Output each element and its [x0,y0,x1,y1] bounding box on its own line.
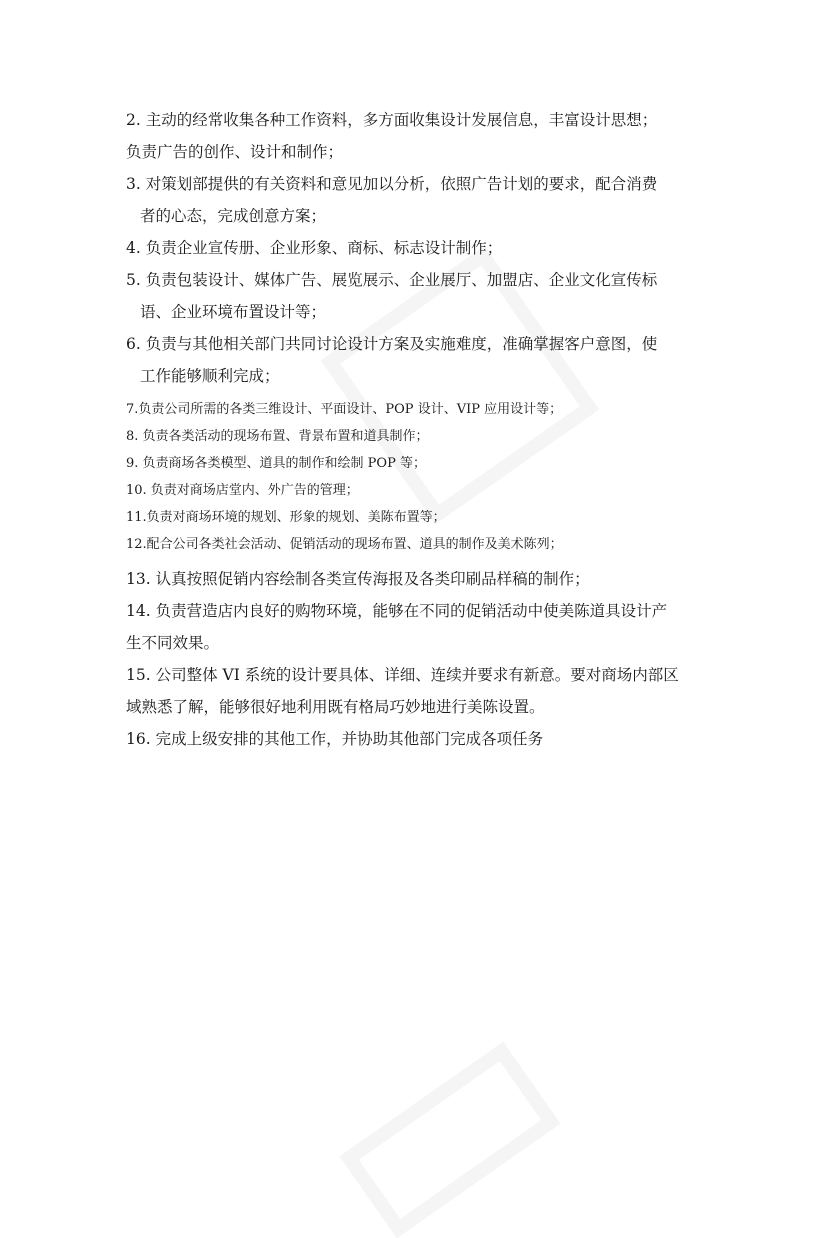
list-item [126,509,716,527]
list-item [126,168,716,232]
list-item-line: 13. 认真按照促销内容绘制各类宣传海报及各类印刷品样稿的制作； [126,570,590,588]
list-item-line: 8. 负责各类活动的现场布置、背景布置和道具制作； [126,429,429,444]
list-item-line: 生不同效果。 [126,634,220,652]
list-item-line: 4. 负责企业宣传册、企业形象、商标、标志设计制作； [126,239,503,257]
list-item [126,455,716,473]
list-item-line: 6. 负责与其他相关部门共同讨论设计方案及实施难度，准确掌握客户意图，使 [126,335,658,353]
list-item-line: 语、企业环境布置设计等； [140,303,327,321]
list-item-line: 7.负责公司所需的各类三维设计、平面设计、POP 设计、VIP 应用设计等； [126,402,563,417]
list-item [126,536,716,554]
list-item-line: 负责广告的创作、设计和制作； [126,143,344,161]
list-item-line: 11.负责对商场环境的规划、形象的规划、美陈布置等； [126,510,446,525]
list-item [126,401,716,419]
list-item-line: 9. 负责商场各类模型、道具的制作和绘制 POP 等； [126,456,426,471]
watermark-logo [339,1042,560,1238]
list-item-line: 16. 完成上级安排的其他工作，并协助其他部门完成各项任务 [126,730,544,748]
list-item [126,232,716,264]
list-item [126,428,716,446]
list-item [126,328,716,392]
list-item-line: 者的心态，完成创意方案； [140,207,327,225]
list-item-line: 14. 负责营造店内良好的购物环境，能够在不同的促销活动中使美陈道具设计产 [126,602,668,620]
list-item [126,264,716,328]
responsibility-list [126,104,716,755]
list-item-line: 5. 负责包装设计、媒体广告、展览展示、企业展厅、加盟店、企业文化宣传标 [126,271,658,289]
list-item [126,595,716,659]
list-item [126,659,716,723]
list-item-line: 3. 对策划部提供的有关资料和意见加以分析，依照广告计划的要求，配合消费 [126,175,658,193]
list-item [126,563,716,595]
list-item-line: 12.配合公司各类社会活动、促销活动的现场布置、道具的制作及美术陈列； [126,537,563,552]
list-item-line: 15. 公司整体 VI 系统的设计要具体、详细、连续并要求有新意。要对商场内部区 [126,666,679,684]
list-item-line: 域熟悉了解，能够很好地利用既有格局巧妙地进行美陈设置。 [126,698,545,716]
list-item-line: 工作能够顺利完成； [140,367,280,385]
list-item [126,723,716,755]
list-item [126,104,716,168]
list-item-line: 10. 负责对商场店堂内、外广告的管理； [126,483,359,498]
list-item [126,482,716,500]
list-item-line: 2. 主动的经常收集各种工作资料，多方面收集设计发展信息，丰富设计思想； [126,111,658,129]
